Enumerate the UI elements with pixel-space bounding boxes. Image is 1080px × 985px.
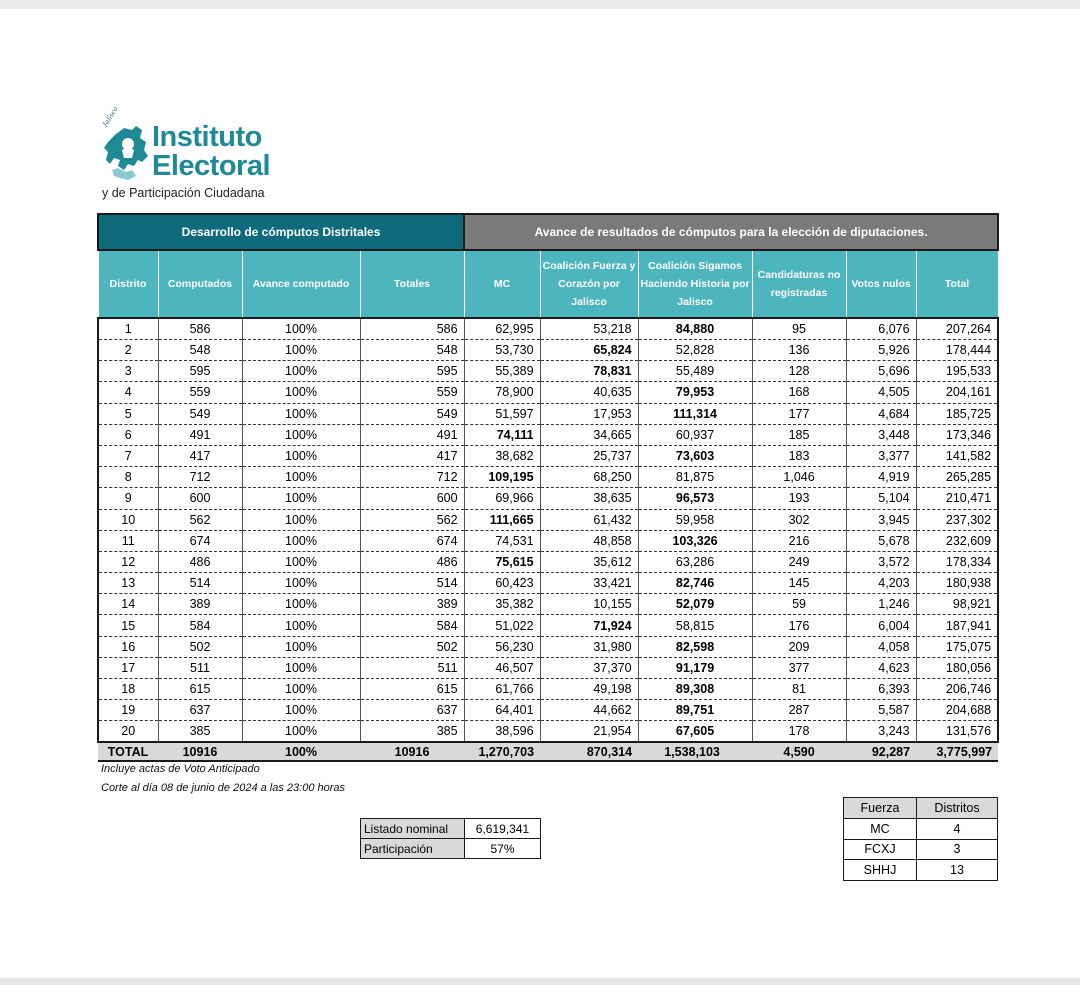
cell-totales: 584 bbox=[360, 615, 464, 636]
cell-no-registradas: 209 bbox=[752, 636, 846, 657]
cell-totales: 549 bbox=[360, 403, 464, 424]
cell-votos-nulos: 4,623 bbox=[846, 657, 916, 678]
cell-votos-nulos: 5,696 bbox=[846, 361, 916, 382]
cell-mc: 38,596 bbox=[464, 721, 540, 743]
top-border bbox=[0, 0, 1080, 9]
cell-fcxj: 68,250 bbox=[540, 467, 638, 488]
cell-avance: 100% bbox=[242, 657, 360, 678]
table-row bbox=[98, 340, 998, 361]
iepc-logo bbox=[100, 104, 300, 204]
col-header-votos-nulos: Votos nulos bbox=[846, 250, 916, 318]
cell-totales: 615 bbox=[360, 679, 464, 700]
cell-total: 178,334 bbox=[916, 551, 998, 572]
cell-computados: 615 bbox=[158, 679, 242, 700]
total-row bbox=[98, 742, 998, 761]
cell-computados: 637 bbox=[158, 700, 242, 721]
cell-votos-nulos: 4,058 bbox=[846, 636, 916, 657]
cell-totales: 385 bbox=[360, 721, 464, 743]
cell-shhj: 79,953 bbox=[638, 382, 752, 403]
col-header-computados: Computados bbox=[158, 250, 242, 318]
participation-value: 6,619,341 bbox=[465, 819, 541, 839]
cell-mc: 53,730 bbox=[464, 340, 540, 361]
cell-avance: 100% bbox=[242, 467, 360, 488]
cell-total: 210,471 bbox=[916, 488, 998, 509]
cell-shhj: 58,815 bbox=[638, 615, 752, 636]
cell-mc: 74,531 bbox=[464, 530, 540, 551]
cell-votos-nulos: 5,926 bbox=[846, 340, 916, 361]
table-row bbox=[98, 424, 998, 445]
note-corte: Corte al día 08 de junio de 2024 a las 23:00 horas bbox=[101, 782, 346, 794]
participation-label: Listado nominal bbox=[361, 819, 465, 839]
table-row bbox=[98, 318, 998, 340]
cell-fcxj: 49,198 bbox=[540, 679, 638, 700]
cell-computados: 562 bbox=[158, 509, 242, 530]
cell-votos-nulos: 4,203 bbox=[846, 573, 916, 594]
cell-no-registradas: 193 bbox=[752, 488, 846, 509]
cell-distrito: 7 bbox=[98, 445, 158, 466]
table-row bbox=[98, 657, 998, 678]
cell-mc: 38,682 bbox=[464, 445, 540, 466]
cell-no-registradas: 128 bbox=[752, 361, 846, 382]
cell-total: 187,941 bbox=[916, 615, 998, 636]
cell-fcxj: 61,432 bbox=[540, 509, 638, 530]
cell-shhj: 67,605 bbox=[638, 721, 752, 743]
cell-no-registradas: 81 bbox=[752, 679, 846, 700]
cell-total: 180,938 bbox=[916, 573, 998, 594]
cell-shhj: 52,079 bbox=[638, 594, 752, 615]
cell-computados: 586 bbox=[158, 318, 242, 340]
results-body bbox=[98, 318, 998, 742]
band-avance: Avance de resultados de cómputos para la elección de diputaciones. bbox=[464, 214, 998, 250]
cell-fcxj: 37,370 bbox=[540, 657, 638, 678]
cell-computados: 595 bbox=[158, 361, 242, 382]
total-avance: 100% bbox=[242, 742, 360, 761]
cell-fcxj: 38,635 bbox=[540, 488, 638, 509]
cell-mc: 56,230 bbox=[464, 636, 540, 657]
logo-subtitle: y de Participación Ciudadana bbox=[102, 186, 265, 200]
fuerza-name: SHHJ bbox=[844, 860, 917, 881]
cell-mc: 74,111 bbox=[464, 424, 540, 445]
cell-avance: 100% bbox=[242, 361, 360, 382]
fuerza-row bbox=[844, 860, 998, 881]
cell-votos-nulos: 4,684 bbox=[846, 403, 916, 424]
cell-shhj: 55,489 bbox=[638, 361, 752, 382]
cell-total: 178,444 bbox=[916, 340, 998, 361]
cell-totales: 514 bbox=[360, 573, 464, 594]
cell-totales: 491 bbox=[360, 424, 464, 445]
cell-votos-nulos: 6,004 bbox=[846, 615, 916, 636]
cell-votos-nulos: 6,393 bbox=[846, 679, 916, 700]
table-row bbox=[98, 700, 998, 721]
cell-avance: 100% bbox=[242, 721, 360, 743]
cell-computados: 674 bbox=[158, 530, 242, 551]
table-row bbox=[98, 636, 998, 657]
cell-fcxj: 35,612 bbox=[540, 551, 638, 572]
cell-shhj: 82,598 bbox=[638, 636, 752, 657]
cell-avance: 100% bbox=[242, 594, 360, 615]
column-header-row bbox=[98, 250, 998, 318]
cell-distrito: 5 bbox=[98, 403, 158, 424]
cell-computados: 511 bbox=[158, 657, 242, 678]
cell-distrito: 4 bbox=[98, 382, 158, 403]
table-row bbox=[98, 615, 998, 636]
cell-totales: 637 bbox=[360, 700, 464, 721]
cell-fcxj: 34,665 bbox=[540, 424, 638, 445]
cell-mc: 46,507 bbox=[464, 657, 540, 678]
cell-fcxj: 53,218 bbox=[540, 318, 638, 340]
table-row bbox=[98, 467, 998, 488]
cell-computados: 486 bbox=[158, 551, 242, 572]
cell-computados: 548 bbox=[158, 340, 242, 361]
col-header-mc: MC bbox=[464, 250, 540, 318]
cell-votos-nulos: 4,919 bbox=[846, 467, 916, 488]
cell-mc: 111,665 bbox=[464, 509, 540, 530]
cell-fcxj: 40,635 bbox=[540, 382, 638, 403]
cell-total: 265,285 bbox=[916, 467, 998, 488]
cell-no-registradas: 185 bbox=[752, 424, 846, 445]
cell-avance: 100% bbox=[242, 403, 360, 424]
table-row bbox=[98, 530, 998, 551]
cell-total: 207,264 bbox=[916, 318, 998, 340]
cell-totales: 674 bbox=[360, 530, 464, 551]
cell-mc: 75,615 bbox=[464, 551, 540, 572]
table-row bbox=[98, 551, 998, 572]
cell-votos-nulos: 3,945 bbox=[846, 509, 916, 530]
cell-avance: 100% bbox=[242, 445, 360, 466]
cell-avance: 100% bbox=[242, 530, 360, 551]
cell-avance: 100% bbox=[242, 679, 360, 700]
cell-total: 204,161 bbox=[916, 382, 998, 403]
cell-avance: 100% bbox=[242, 318, 360, 340]
cell-distrito: 16 bbox=[98, 636, 158, 657]
cell-votos-nulos: 4,505 bbox=[846, 382, 916, 403]
cell-avance: 100% bbox=[242, 700, 360, 721]
cell-fcxj: 78,831 bbox=[540, 361, 638, 382]
fuerza-count: 13 bbox=[917, 860, 998, 881]
cell-no-registradas: 302 bbox=[752, 509, 846, 530]
cell-shhj: 111,314 bbox=[638, 403, 752, 424]
cell-totales: 417 bbox=[360, 445, 464, 466]
cell-mc: 35,382 bbox=[464, 594, 540, 615]
cell-avance: 100% bbox=[242, 636, 360, 657]
cell-avance: 100% bbox=[242, 509, 360, 530]
col-header-shhj: Coalición Sigamos Haciendo Historia por Jalisco bbox=[638, 250, 752, 318]
cell-totales: 511 bbox=[360, 657, 464, 678]
cell-totales: 595 bbox=[360, 361, 464, 382]
table-row bbox=[98, 382, 998, 403]
cell-fcxj: 21,954 bbox=[540, 721, 638, 743]
cell-no-registradas: 168 bbox=[752, 382, 846, 403]
cell-shhj: 82,746 bbox=[638, 573, 752, 594]
cell-votos-nulos: 1,246 bbox=[846, 594, 916, 615]
cell-computados: 712 bbox=[158, 467, 242, 488]
fuerza-count: 3 bbox=[917, 839, 998, 860]
cell-computados: 549 bbox=[158, 403, 242, 424]
cell-computados: 502 bbox=[158, 636, 242, 657]
results-table bbox=[97, 213, 999, 762]
cell-total: 98,921 bbox=[916, 594, 998, 615]
band-distritales: Desarrollo de cómputos Distritales bbox=[98, 214, 464, 250]
cell-distrito: 20 bbox=[98, 721, 158, 743]
cell-no-registradas: 216 bbox=[752, 530, 846, 551]
cell-shhj: 84,880 bbox=[638, 318, 752, 340]
cell-no-registradas: 287 bbox=[752, 700, 846, 721]
cell-distrito: 6 bbox=[98, 424, 158, 445]
cell-distrito: 15 bbox=[98, 615, 158, 636]
cell-avance: 100% bbox=[242, 551, 360, 572]
cell-distrito: 1 bbox=[98, 318, 158, 340]
total-totales: 10916 bbox=[360, 742, 464, 761]
total-fcxj: 870,314 bbox=[540, 742, 638, 761]
table-row bbox=[98, 573, 998, 594]
cell-mc: 60,423 bbox=[464, 573, 540, 594]
fuerza-row bbox=[844, 839, 998, 860]
cell-total: 175,075 bbox=[916, 636, 998, 657]
cell-shhj: 89,751 bbox=[638, 700, 752, 721]
cell-no-registradas: 145 bbox=[752, 573, 846, 594]
cell-fcxj: 25,737 bbox=[540, 445, 638, 466]
cell-mc: 109,195 bbox=[464, 467, 540, 488]
cell-no-registradas: 136 bbox=[752, 340, 846, 361]
participation-label: Participación bbox=[361, 839, 465, 859]
fuerza-count: 4 bbox=[917, 819, 998, 840]
cell-fcxj: 33,421 bbox=[540, 573, 638, 594]
note-voto-anticipado: Incluye actas de Voto Anticipado bbox=[101, 763, 260, 775]
cell-distrito: 17 bbox=[98, 657, 158, 678]
cell-totales: 586 bbox=[360, 318, 464, 340]
cell-mc: 61,766 bbox=[464, 679, 540, 700]
table-row bbox=[98, 679, 998, 700]
cell-votos-nulos: 5,587 bbox=[846, 700, 916, 721]
cell-fcxj: 31,980 bbox=[540, 636, 638, 657]
cell-totales: 600 bbox=[360, 488, 464, 509]
cell-totales: 502 bbox=[360, 636, 464, 657]
cell-no-registradas: 95 bbox=[752, 318, 846, 340]
cell-distrito: 18 bbox=[98, 679, 158, 700]
cell-total: 195,533 bbox=[916, 361, 998, 382]
total-votos-nulos: 92,287 bbox=[846, 742, 916, 761]
cell-no-registradas: 178 bbox=[752, 721, 846, 743]
cell-mc: 62,995 bbox=[464, 318, 540, 340]
cell-shhj: 52,828 bbox=[638, 340, 752, 361]
cell-distrito: 10 bbox=[98, 509, 158, 530]
participation-row bbox=[361, 819, 541, 839]
cell-no-registradas: 249 bbox=[752, 551, 846, 572]
cell-computados: 385 bbox=[158, 721, 242, 743]
cell-fcxj: 65,824 bbox=[540, 340, 638, 361]
cell-total: 206,746 bbox=[916, 679, 998, 700]
cell-totales: 389 bbox=[360, 594, 464, 615]
col-header-fcxj: Coalición Fuerza y Corazón por Jalisco bbox=[540, 250, 638, 318]
logo-title-line2: Electoral bbox=[152, 150, 270, 182]
cell-avance: 100% bbox=[242, 488, 360, 509]
cell-total: 131,576 bbox=[916, 721, 998, 743]
cell-votos-nulos: 5,678 bbox=[846, 530, 916, 551]
cell-shhj: 96,573 bbox=[638, 488, 752, 509]
table-row bbox=[98, 488, 998, 509]
table-row bbox=[98, 403, 998, 424]
fuerza-row bbox=[844, 819, 998, 840]
cell-shhj: 73,603 bbox=[638, 445, 752, 466]
table-row bbox=[98, 445, 998, 466]
participation-table bbox=[360, 818, 541, 859]
cell-avance: 100% bbox=[242, 615, 360, 636]
cell-totales: 548 bbox=[360, 340, 464, 361]
bottom-border bbox=[0, 978, 1080, 985]
cell-shhj: 81,875 bbox=[638, 467, 752, 488]
cell-distrito: 12 bbox=[98, 551, 158, 572]
table-row bbox=[98, 509, 998, 530]
cell-no-registradas: 177 bbox=[752, 403, 846, 424]
cell-votos-nulos: 3,572 bbox=[846, 551, 916, 572]
cell-distrito: 13 bbox=[98, 573, 158, 594]
cell-total: 204,688 bbox=[916, 700, 998, 721]
col-header-total: Total bbox=[916, 250, 998, 318]
cell-computados: 600 bbox=[158, 488, 242, 509]
logo-title-line1: Instituto bbox=[152, 121, 262, 153]
total-no-registradas: 4,590 bbox=[752, 742, 846, 761]
cell-distrito: 9 bbox=[98, 488, 158, 509]
cell-mc: 51,022 bbox=[464, 615, 540, 636]
cell-totales: 486 bbox=[360, 551, 464, 572]
table-row bbox=[98, 361, 998, 382]
cell-avance: 100% bbox=[242, 424, 360, 445]
cell-totales: 559 bbox=[360, 382, 464, 403]
cell-total: 185,725 bbox=[916, 403, 998, 424]
cell-avance: 100% bbox=[242, 340, 360, 361]
jalisco-map-icon bbox=[102, 120, 152, 182]
cell-mc: 78,900 bbox=[464, 382, 540, 403]
cell-mc: 64,401 bbox=[464, 700, 540, 721]
col-header-avance: Avance computado bbox=[242, 250, 360, 318]
col-header-totales: Totales bbox=[360, 250, 464, 318]
cell-fcxj: 17,953 bbox=[540, 403, 638, 424]
fuerza-table bbox=[843, 797, 998, 881]
cell-mc: 69,966 bbox=[464, 488, 540, 509]
fuerza-name: MC bbox=[844, 819, 917, 840]
cell-shhj: 63,286 bbox=[638, 551, 752, 572]
cell-computados: 514 bbox=[158, 573, 242, 594]
cell-distrito: 11 bbox=[98, 530, 158, 551]
participation-value: 57% bbox=[465, 839, 541, 859]
logo-tag: Jalisco bbox=[100, 104, 120, 129]
cell-shhj: 59,958 bbox=[638, 509, 752, 530]
cell-distrito: 8 bbox=[98, 467, 158, 488]
cell-fcxj: 10,155 bbox=[540, 594, 638, 615]
cell-distrito: 2 bbox=[98, 340, 158, 361]
cell-total: 180,056 bbox=[916, 657, 998, 678]
cell-total: 237,302 bbox=[916, 509, 998, 530]
cell-no-registradas: 1,046 bbox=[752, 467, 846, 488]
cell-votos-nulos: 6,076 bbox=[846, 318, 916, 340]
cell-mc: 51,597 bbox=[464, 403, 540, 424]
cell-shhj: 103,326 bbox=[638, 530, 752, 551]
cell-computados: 584 bbox=[158, 615, 242, 636]
cell-votos-nulos: 5,104 bbox=[846, 488, 916, 509]
table-row bbox=[98, 721, 998, 743]
total-mc: 1,270,703 bbox=[464, 742, 540, 761]
cell-shhj: 60,937 bbox=[638, 424, 752, 445]
col-header-no-registradas: Candidaturas no registradas bbox=[752, 250, 846, 318]
col-header-distrito: Distrito bbox=[98, 250, 158, 318]
fuerza-name: FCXJ bbox=[844, 839, 917, 860]
cell-no-registradas: 183 bbox=[752, 445, 846, 466]
cell-computados: 559 bbox=[158, 382, 242, 403]
cell-avance: 100% bbox=[242, 382, 360, 403]
cell-distrito: 19 bbox=[98, 700, 158, 721]
cell-no-registradas: 176 bbox=[752, 615, 846, 636]
cell-total: 141,582 bbox=[916, 445, 998, 466]
total-label: TOTAL bbox=[98, 742, 158, 761]
total-computados: 10916 bbox=[158, 742, 242, 761]
cell-distrito: 3 bbox=[98, 361, 158, 382]
cell-avance: 100% bbox=[242, 573, 360, 594]
fuerza-header: Fuerza bbox=[844, 798, 917, 819]
participation-row bbox=[361, 839, 541, 859]
cell-fcxj: 71,924 bbox=[540, 615, 638, 636]
cell-votos-nulos: 3,377 bbox=[846, 445, 916, 466]
cell-votos-nulos: 3,243 bbox=[846, 721, 916, 743]
cell-no-registradas: 59 bbox=[752, 594, 846, 615]
cell-fcxj: 48,858 bbox=[540, 530, 638, 551]
table-row bbox=[98, 594, 998, 615]
cell-mc: 55,389 bbox=[464, 361, 540, 382]
cell-votos-nulos: 3,448 bbox=[846, 424, 916, 445]
band-row bbox=[98, 214, 998, 250]
total-total: 3,775,997 bbox=[916, 742, 998, 761]
cell-totales: 562 bbox=[360, 509, 464, 530]
cell-totales: 712 bbox=[360, 467, 464, 488]
fuerza-header-row bbox=[844, 798, 998, 819]
cell-total: 232,609 bbox=[916, 530, 998, 551]
cell-no-registradas: 377 bbox=[752, 657, 846, 678]
distritos-header: Distritos bbox=[917, 798, 998, 819]
cell-total: 173,346 bbox=[916, 424, 998, 445]
cell-computados: 417 bbox=[158, 445, 242, 466]
total-shhj: 1,538,103 bbox=[638, 742, 752, 761]
cell-fcxj: 44,662 bbox=[540, 700, 638, 721]
cell-computados: 491 bbox=[158, 424, 242, 445]
cell-computados: 389 bbox=[158, 594, 242, 615]
cell-distrito: 14 bbox=[98, 594, 158, 615]
cell-shhj: 89,308 bbox=[638, 679, 752, 700]
cell-shhj: 91,179 bbox=[638, 657, 752, 678]
